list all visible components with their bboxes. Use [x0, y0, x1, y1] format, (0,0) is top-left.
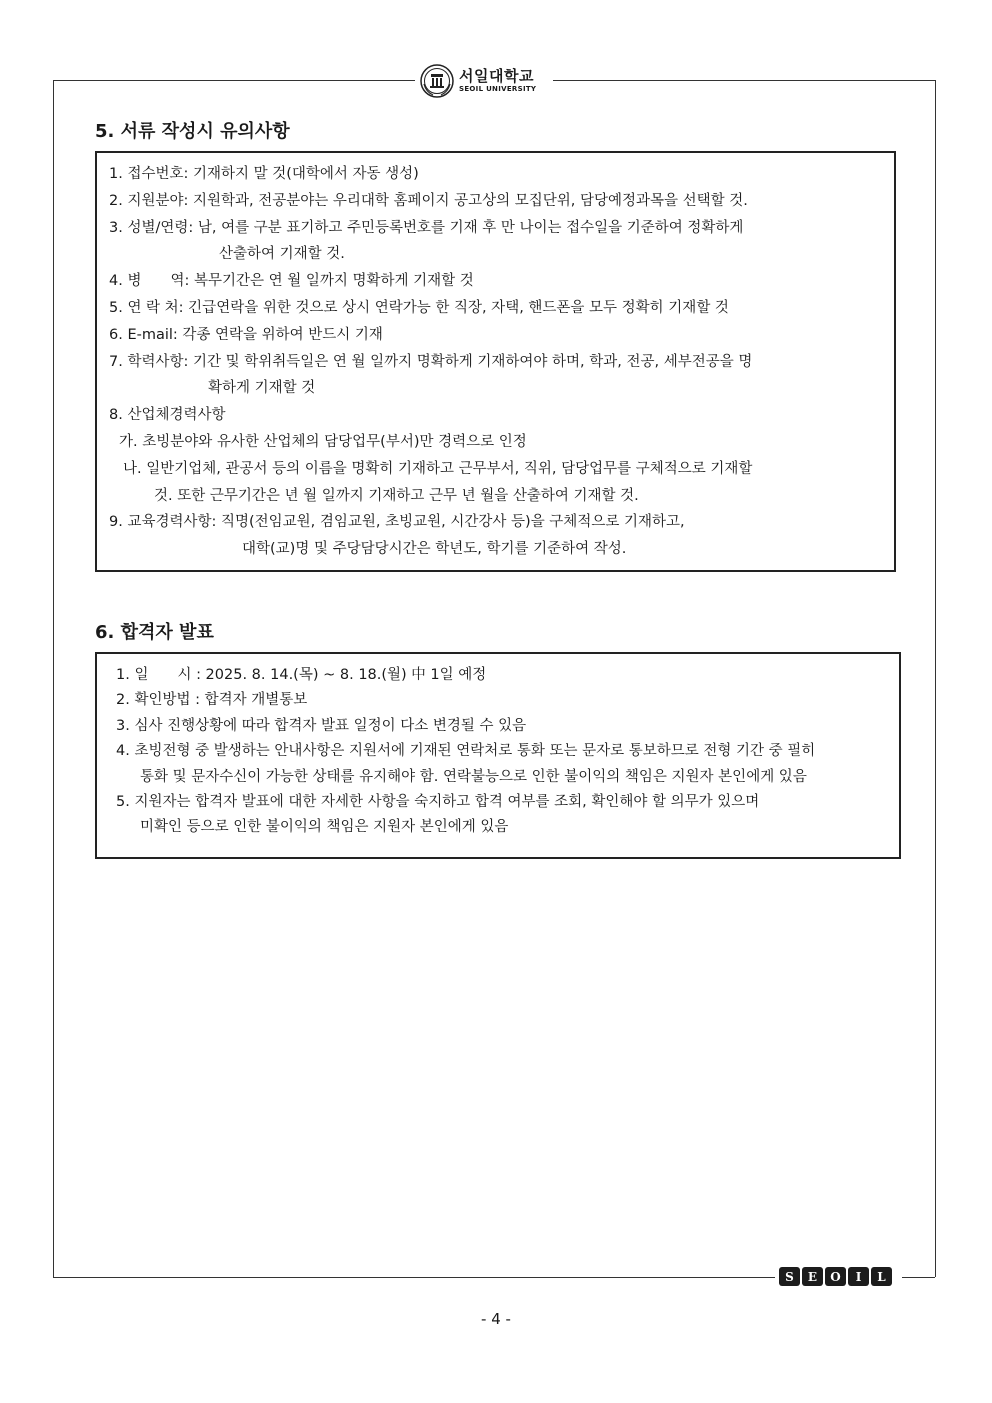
- frame-bottom-rule: [53, 1277, 775, 1278]
- list-item: 7. 학력사항: 기간 및 학위취득일은 연 월 일까지 명확하게 기재하여야 하며, 학과, 전공, 세부전공을 명: [109, 353, 753, 370]
- page-number: - 4 -: [481, 1310, 511, 1328]
- university-logo: [420, 62, 552, 100]
- badge-letter: S: [779, 1267, 800, 1286]
- list-item: 1. 일 시 : 2025. 8. 14.(목) ~ 8. 18.(월) 中 1일 예정: [116, 667, 487, 683]
- section-6-title: 6. 합격자 발표: [95, 622, 214, 643]
- list-item: 9. 교육경력사항: 직명(전임교원, 겸임교원, 초빙교원, 시간강사 등)을 구체적으로 기재하고,: [109, 514, 685, 531]
- university-emblem-icon: [420, 64, 454, 98]
- logo-english-name: SEOIL UNIVERSITY: [459, 85, 537, 93]
- list-item: 8. 산업체경력사항: [109, 407, 226, 424]
- list-item: 2. 확인방법 : 합격자 개별통보: [116, 692, 308, 709]
- seoil-badge: [779, 1267, 892, 1286]
- frame-bottom-rule: [902, 1277, 935, 1278]
- list-item: 6. E-mail: 각종 연락을 위하여 반드시 기재: [109, 326, 383, 343]
- list-item: 4. 초빙전형 중 발생하는 안내사항은 지원서에 기재된 연락처로 통화 또는 문자로 통보하므로 전형 기간 중 필히: [116, 743, 816, 760]
- list-item-continuation: 미확인 등으로 인한 불이익의 책임은 지원자 본인에게 있음: [140, 819, 509, 836]
- frame-top-rule: [53, 80, 415, 81]
- sub-list-item: 나. 일반기업체, 관공서 등의 이름을 명확히 기재하고 근무부서, 직위, 담당업무를 구체적으로 기재할: [123, 460, 753, 477]
- section-5-title: 5. 서류 작성시 유의사항: [95, 121, 290, 142]
- list-item-continuation: 확하게 기재할 것: [208, 380, 316, 397]
- badge-letter: E: [802, 1267, 823, 1286]
- list-item: 5. 연 락 처: 긴급연락을 위한 것으로 상시 연락가능 한 직장, 자택, 핸드폰을 모두 정확히 기재할 것: [109, 299, 729, 316]
- list-item: 4. 병 역: 복무기간은 연 월 일까지 명확하게 기재할 것: [109, 273, 474, 290]
- list-item: 3. 심사 진행상황에 따라 합격자 발표 일정이 다소 변경될 수 있음: [116, 717, 527, 734]
- badge-letter: O: [825, 1267, 846, 1286]
- list-item-continuation: 대학(교)명 및 주당담당시간은 학년도, 학기를 기준하여 작성.: [242, 541, 627, 558]
- sub-list-item: 가. 초빙분야와 유사한 산업체의 담당업무(부서)만 경력으로 인정: [119, 433, 527, 450]
- badge-letter: L: [871, 1267, 892, 1286]
- section-5-box: [95, 151, 896, 572]
- sub-list-item-continuation: 것. 또한 근무기간은 년 월 일까지 기재하고 근무 년 월을 산출하여 기재할 것.: [154, 487, 639, 504]
- section-6-box: [95, 652, 901, 859]
- list-item: 3. 성별/연령: 남, 여를 구분 표기하고 주민등록번호를 기재 후 만 나이는 접수일을 기준하여 정확하게: [109, 219, 744, 236]
- list-item: 2. 지원분야: 지원학과, 전공분야는 우리대학 홈페이지 공고상의 모집단위, 담당예정과목을 선택할 것.: [109, 192, 748, 209]
- badge-letter: I: [848, 1267, 869, 1286]
- list-item: 5. 지원자는 합격자 발표에 대한 자세한 사항을 숙지하고 합격 여부를 조회, 확인해야 할 의무가 있으며: [116, 794, 760, 811]
- frame-top-rule: [553, 80, 935, 81]
- list-item: 1. 접수번호: 기재하지 말 것(대학에서 자동 생성): [109, 166, 419, 182]
- list-item-continuation: 산출하여 기재할 것.: [219, 246, 345, 263]
- logo-korean-name: 서일대학교: [459, 67, 534, 85]
- list-item-continuation: 통화 및 문자수신이 가능한 상태를 유지해야 함. 연락불능으로 인한 불이익의 책임은 지원자 본인에게 있음: [140, 768, 807, 785]
